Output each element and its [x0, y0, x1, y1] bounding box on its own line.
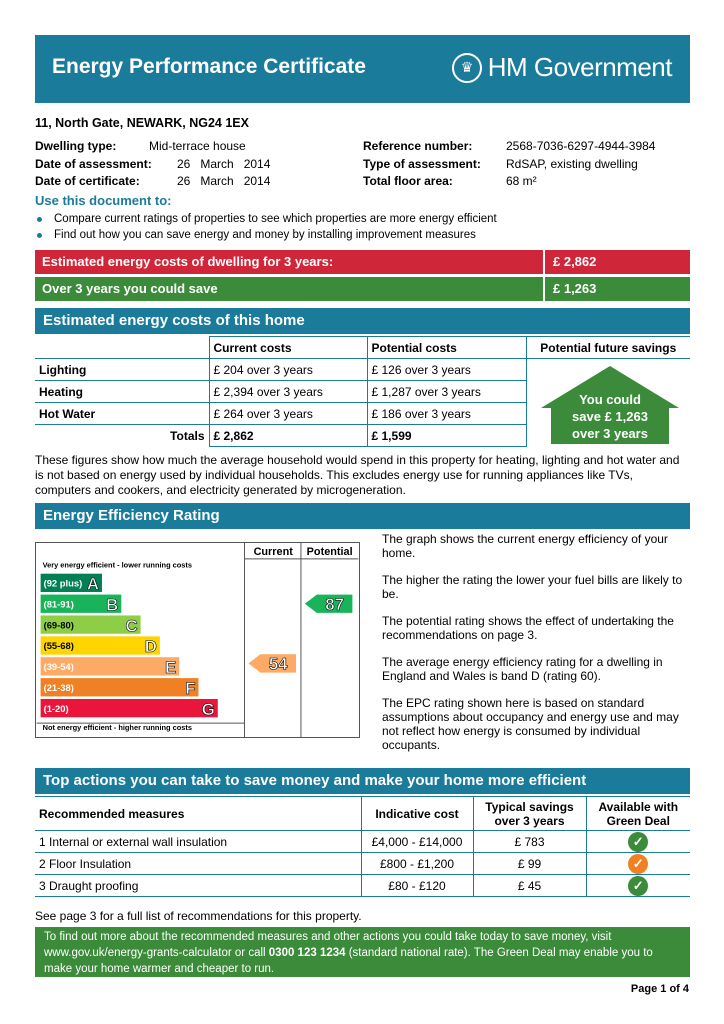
estimated-costs-value: £ 2,862: [543, 250, 690, 274]
eer-paragraph: The EPC rating shown here is based on standard assumptions about occupancy and energy use and may not reflect how energy is consumed by individual occupants.: [382, 696, 679, 752]
eer-paragraph: The graph shows the current energy efficiency of your home.: [382, 532, 668, 560]
table-row: Totals £ 2,862 £ 1,599: [35, 425, 690, 447]
certificate-date-value: 26 March 2014: [177, 174, 271, 188]
info-left: [35, 138, 270, 191]
header-banner: [35, 35, 690, 103]
table-header: Potential costs: [367, 337, 526, 359]
table-row: Heating £ 2,394 over 3 years £ 1,287 over 3 years: [35, 381, 690, 403]
property-address: 11, North Gate, NEWARK, NG24 1EX: [35, 116, 249, 130]
floor-area-label: Total floor area:: [363, 174, 453, 188]
savings-value: £ 1,263: [543, 277, 690, 301]
see-page-note: See page 3 for a full list of recommendations for this property.: [35, 909, 362, 923]
savings-line-1: You could: [579, 392, 641, 407]
use-document-heading: Use this document to:: [35, 193, 172, 208]
royal-crest-icon: ♛: [452, 53, 482, 83]
page-number: Page 1 of 4: [630, 983, 689, 995]
list-item: Compare current ratings of properties to see which properties are more energy efficient: [35, 211, 497, 227]
more-info-box: To find out more about the recommended measures and other actions you could take today to save money, visit www.gov.uk/energy-grants-calculator or call 0300 123 1234 (standard national rate). The Green Deal may enable you to make your home warmer and cheaper to run.: [35, 927, 690, 977]
rating-band-letter: C: [125, 616, 138, 636]
estimated-costs-band: [35, 250, 690, 274]
dwelling-type-label: Dwelling type:: [35, 139, 117, 153]
table-header: Recommended measures: [35, 797, 361, 831]
table-row: Lighting £ 204 over 3 years £ 126 over 3 years: [35, 359, 690, 381]
savings-line-3: over 3 years: [572, 426, 648, 441]
info-right: [363, 138, 655, 191]
table-header: Potential future savings: [526, 337, 690, 359]
energy-rating-chart: [35, 542, 360, 738]
rating-band-letter: F: [185, 678, 196, 698]
table-header: Current costs: [209, 337, 367, 359]
table-row: 3 Draught proofing £80 - £120 £ 45 ✓: [35, 875, 690, 897]
estimated-costs-label: Estimated energy costs of dwelling for 3 years:: [42, 254, 334, 269]
rating-band-letter: E: [165, 658, 177, 678]
rating-band-letter: D: [144, 637, 157, 657]
figures-paragraph: These figures show how much the average household would spend in this property for heating, lighting and hot water and is not based on energy used by individual households. This excludes energy use for running appliances like TVs, computers and cookers, and electricity generated by microgeneration.: [35, 453, 680, 497]
table-header: Indicative cost: [361, 797, 473, 831]
check-icon: ✓: [628, 854, 648, 874]
actions-table: [35, 796, 690, 897]
check-icon: ✓: [628, 876, 648, 896]
hm-government-logo: [452, 52, 672, 83]
table-header: Typical savings over 3 years: [473, 797, 586, 831]
table-header: [35, 337, 209, 359]
savings-band: [35, 277, 690, 301]
rating-band-letter: A: [86, 574, 100, 594]
rating-band-range: (39-54): [43, 661, 74, 673]
assessment-date-label: Date of assessment:: [35, 156, 152, 171]
rating-band-letter: G: [201, 699, 215, 719]
bottom-efficiency-label: Not energy efficient - higher running costs: [42, 723, 192, 733]
bullet-icon: [37, 217, 42, 222]
eer-explanation: [382, 532, 692, 765]
eer-section-heading: Energy Efficiency Rating: [35, 503, 690, 529]
current-rating-value: 54: [268, 654, 288, 674]
eer-paragraph: The average energy efficiency rating for a dwelling in England and Wales is band D (rating 60).: [382, 655, 663, 683]
assessment-type-value: RdSAP, existing dwelling: [506, 156, 638, 171]
top-efficiency-label: Very energy efficient - lower running costs: [42, 560, 193, 570]
phone-number: 0300 123 1234: [268, 947, 346, 959]
rating-band-range: (69-80): [43, 619, 74, 631]
assessment-date-value: 26 March 2014: [177, 156, 271, 171]
actions-section-heading: Top actions you can take to save money and make your home more efficient: [35, 768, 690, 794]
savings-house-icon: [541, 366, 679, 444]
reference-number-label: Reference number:: [363, 139, 473, 153]
floor-area-value: 68 m²: [506, 174, 537, 188]
dwelling-type-value: Mid-terrace house: [149, 139, 246, 153]
rating-band-range: (55-68): [43, 640, 74, 652]
savings-label: Over 3 years you could save: [42, 281, 218, 296]
reference-number-value: 2568-7036-6297-4944-3984: [506, 139, 656, 153]
hm-government-text: HM Government: [487, 52, 672, 82]
rating-band-range: (1-20): [43, 702, 69, 714]
table-header: Available with Green Deal: [586, 797, 690, 831]
assessment-type-label: Type of assessment:: [363, 156, 481, 171]
eer-paragraph: The potential rating shows the effect of undertaking the recommendations on page 3.: [382, 614, 674, 642]
potential-header: Potential: [306, 545, 353, 558]
potential-rating-value: 87: [325, 594, 344, 614]
list-item: Find out how you can save energy and money by installing improvement measures: [35, 227, 497, 243]
check-icon: ✓: [628, 832, 648, 852]
certificate-date-label: Date of certificate:: [35, 174, 140, 188]
table-row: 2 Floor Insulation £800 - £1,200 £ 99 ✓: [35, 853, 690, 875]
current-header: Current: [253, 545, 293, 558]
rating-band-letter: B: [106, 595, 119, 615]
document-title: Energy Performance Certificate: [52, 55, 366, 78]
eer-paragraph: The higher the rating the lower your fuel bills are likely to be.: [382, 573, 683, 601]
table-row: Hot Water £ 264 over 3 years £ 186 over 3 years: [35, 403, 690, 425]
table-row: 1 Internal or external wall insulation £4,000 - £14,000 £ 783 ✓: [35, 831, 690, 853]
costs-section-heading: Estimated energy costs of this home: [35, 308, 690, 334]
savings-line-2: save £ 1,263: [572, 409, 648, 424]
rating-band-range: (21-38): [43, 681, 74, 693]
rating-band-range: (92 plus): [43, 577, 83, 589]
bullet-icon: [37, 233, 42, 238]
use-bullets: [35, 211, 497, 243]
rating-band-range: (81-91): [43, 598, 74, 610]
